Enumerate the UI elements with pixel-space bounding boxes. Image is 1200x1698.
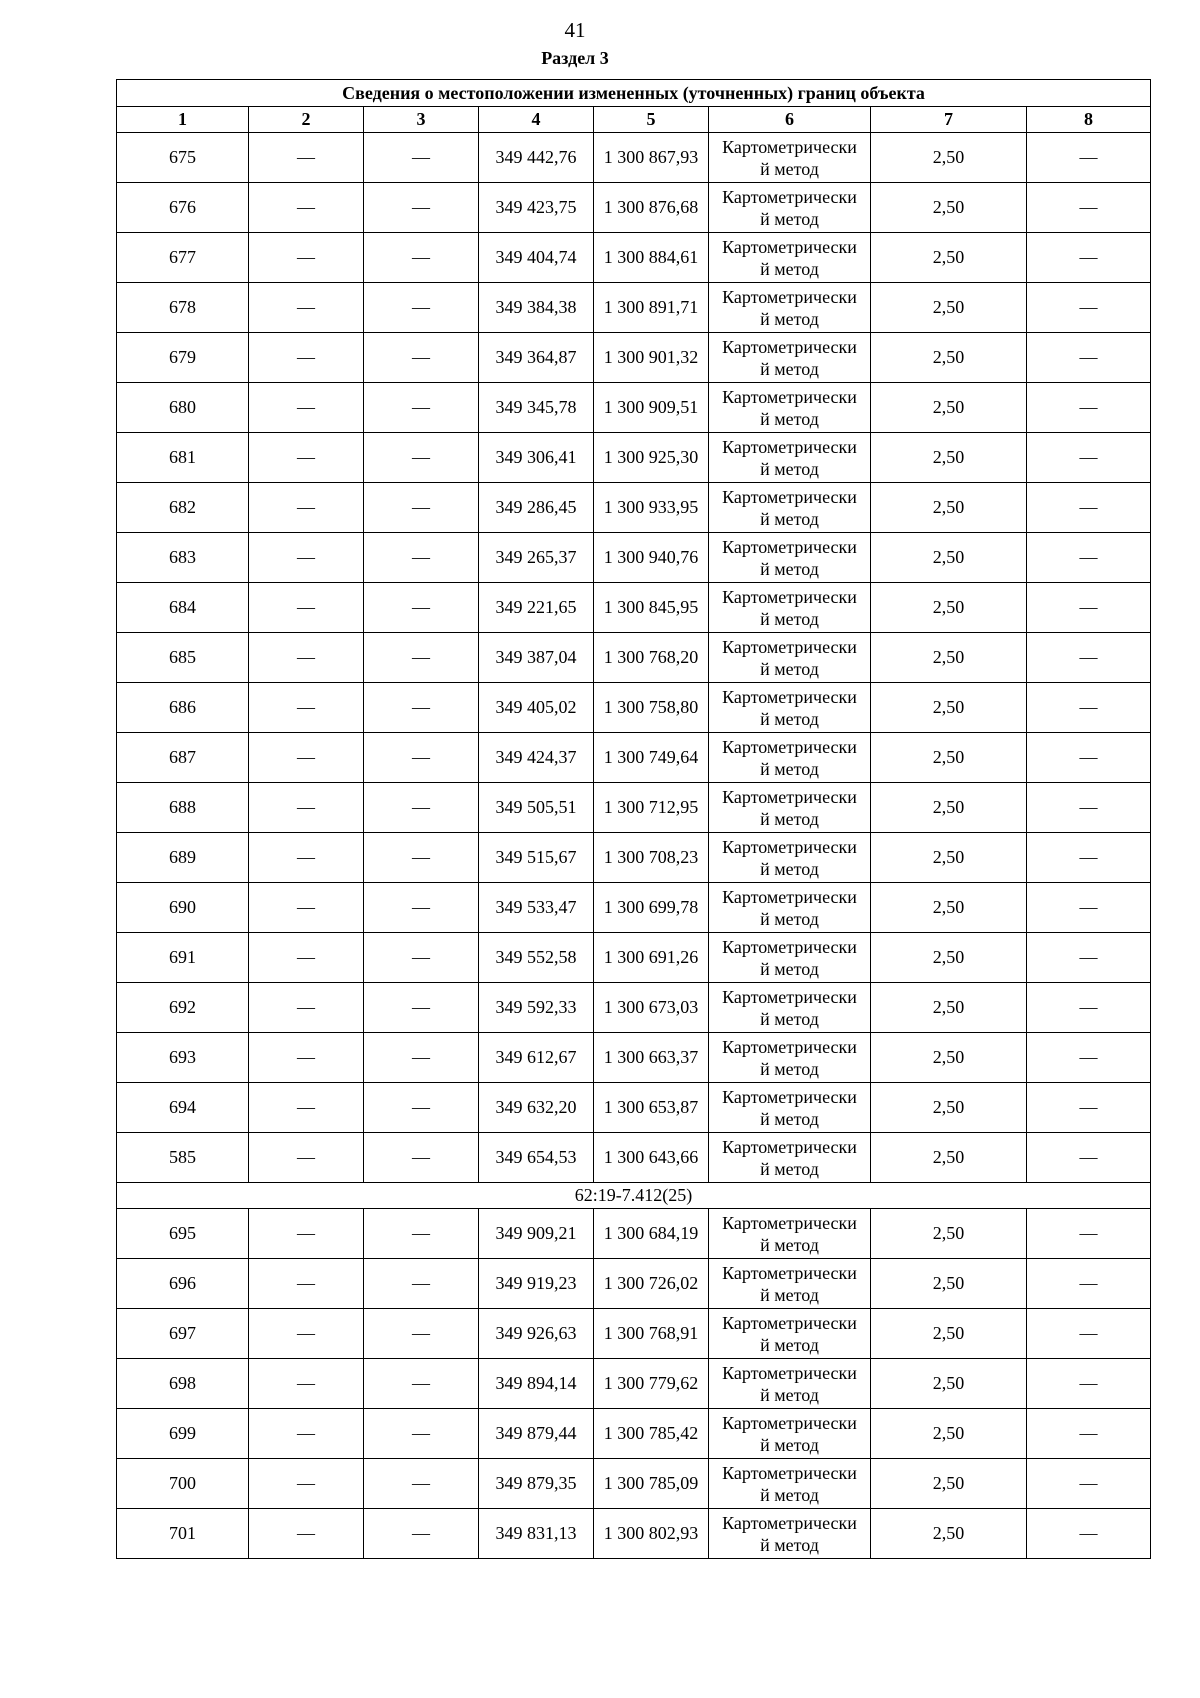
y-coordinate: 1 300 785,09 <box>594 1459 709 1509</box>
point-number: 688 <box>117 783 249 833</box>
method: Картометрически й метод <box>709 1359 871 1409</box>
point-number: 701 <box>117 1509 249 1559</box>
point-number: 685 <box>117 633 249 683</box>
y-coordinate: 1 300 867,93 <box>594 133 709 183</box>
cell-col2: — <box>249 283 364 333</box>
method: Картометрически й метод <box>709 1259 871 1309</box>
y-coordinate: 1 300 779,62 <box>594 1359 709 1409</box>
cell-col2: — <box>249 783 364 833</box>
cell-col2: — <box>249 733 364 783</box>
method: Картометрически й метод <box>709 983 871 1033</box>
cell-col3: — <box>364 983 479 1033</box>
method: Картометрически й метод <box>709 133 871 183</box>
cell-col3: — <box>364 933 479 983</box>
method: Картометрически й метод <box>709 783 871 833</box>
table-row <box>117 983 1151 1033</box>
cell-col8: — <box>1027 1083 1151 1133</box>
accuracy: 2,50 <box>871 483 1027 533</box>
cell-col8: — <box>1027 383 1151 433</box>
accuracy: 2,50 <box>871 983 1027 1033</box>
accuracy: 2,50 <box>871 783 1027 833</box>
cell-col2: — <box>249 383 364 433</box>
cell-col8: — <box>1027 683 1151 733</box>
x-coordinate: 349 612,67 <box>479 1033 594 1083</box>
table-row <box>117 333 1151 383</box>
x-coordinate: 349 345,78 <box>479 383 594 433</box>
table-row <box>117 1459 1151 1509</box>
method: Картометрически й метод <box>709 683 871 733</box>
accuracy: 2,50 <box>871 333 1027 383</box>
method: Картометрически й метод <box>709 833 871 883</box>
method: Картометрически й метод <box>709 1133 871 1183</box>
x-coordinate: 349 926,63 <box>479 1309 594 1359</box>
accuracy: 2,50 <box>871 583 1027 633</box>
table-row <box>117 383 1151 433</box>
y-coordinate: 1 300 802,93 <box>594 1509 709 1559</box>
cell-col3: — <box>364 433 479 483</box>
table-row <box>117 1509 1151 1559</box>
point-number: 675 <box>117 133 249 183</box>
cell-col8: — <box>1027 333 1151 383</box>
point-number: 680 <box>117 383 249 433</box>
cell-col3: — <box>364 1409 479 1459</box>
table-row <box>117 1359 1151 1409</box>
cell-col2: — <box>249 1409 364 1459</box>
table-row <box>117 133 1151 183</box>
method: Картометрически й метод <box>709 733 871 783</box>
method: Картометрически й метод <box>709 933 871 983</box>
x-coordinate: 349 505,51 <box>479 783 594 833</box>
y-coordinate: 1 300 845,95 <box>594 583 709 633</box>
cell-col3: — <box>364 1359 479 1409</box>
table-row <box>117 1209 1151 1259</box>
table-row <box>117 283 1151 333</box>
x-coordinate: 349 909,21 <box>479 1209 594 1259</box>
method: Картометрически й метод <box>709 1409 871 1459</box>
point-number: 693 <box>117 1033 249 1083</box>
table-row <box>117 1309 1151 1359</box>
y-coordinate: 1 300 758,80 <box>594 683 709 733</box>
cell-col3: — <box>364 1133 479 1183</box>
cell-col8: — <box>1027 883 1151 933</box>
cell-col3: — <box>364 483 479 533</box>
point-number: 695 <box>117 1209 249 1259</box>
method: Картометрически й метод <box>709 1309 871 1359</box>
x-coordinate: 349 894,14 <box>479 1359 594 1409</box>
point-number: 679 <box>117 333 249 383</box>
column-number-header: 1 <box>117 107 249 133</box>
cell-col2: — <box>249 483 364 533</box>
method: Картометрически й метод <box>709 1459 871 1509</box>
x-coordinate: 349 286,45 <box>479 483 594 533</box>
cell-col8: — <box>1027 233 1151 283</box>
x-coordinate: 349 221,65 <box>479 583 594 633</box>
cell-col3: — <box>364 683 479 733</box>
x-coordinate: 349 306,41 <box>479 433 594 483</box>
point-number: 689 <box>117 833 249 883</box>
x-coordinate: 349 442,76 <box>479 133 594 183</box>
y-coordinate: 1 300 673,03 <box>594 983 709 1033</box>
y-coordinate: 1 300 768,91 <box>594 1309 709 1359</box>
table-row <box>117 433 1151 483</box>
cell-col8: — <box>1027 1359 1151 1409</box>
x-coordinate: 349 364,87 <box>479 333 594 383</box>
cell-col2: — <box>249 633 364 683</box>
cell-col3: — <box>364 783 479 833</box>
table-row <box>117 1033 1151 1083</box>
y-coordinate: 1 300 901,32 <box>594 333 709 383</box>
method: Картометрически й метод <box>709 633 871 683</box>
y-coordinate: 1 300 876,68 <box>594 183 709 233</box>
table-row <box>117 833 1151 883</box>
cell-col2: — <box>249 833 364 883</box>
method: Картометрически й метод <box>709 283 871 333</box>
table-row <box>117 733 1151 783</box>
cell-col2: — <box>249 1209 364 1259</box>
method: Картометрически й метод <box>709 1083 871 1133</box>
method: Картометрически й метод <box>709 1209 871 1259</box>
column-number-header: 6 <box>709 107 871 133</box>
point-number: 683 <box>117 533 249 583</box>
accuracy: 2,50 <box>871 233 1027 283</box>
y-coordinate: 1 300 925,30 <box>594 433 709 483</box>
cell-col2: — <box>249 683 364 733</box>
y-coordinate: 1 300 691,26 <box>594 933 709 983</box>
method: Картометрически й метод <box>709 483 871 533</box>
cell-col3: — <box>364 1259 479 1309</box>
accuracy: 2,50 <box>871 1309 1027 1359</box>
x-coordinate: 349 831,13 <box>479 1509 594 1559</box>
cell-col3: — <box>364 283 479 333</box>
cell-col8: — <box>1027 1209 1151 1259</box>
cell-col8: — <box>1027 1133 1151 1183</box>
accuracy: 2,50 <box>871 1359 1027 1409</box>
x-coordinate: 349 654,53 <box>479 1133 594 1183</box>
table-row <box>117 883 1151 933</box>
cell-col3: — <box>364 133 479 183</box>
cell-col2: — <box>249 133 364 183</box>
table-title: Сведения о местоположении измененных (уточненных) границ объекта <box>117 80 1151 107</box>
cell-col2: — <box>249 1083 364 1133</box>
cell-col3: — <box>364 883 479 933</box>
cell-col8: — <box>1027 1259 1151 1309</box>
table-row <box>117 533 1151 583</box>
cell-col8: — <box>1027 583 1151 633</box>
cell-col8: — <box>1027 633 1151 683</box>
method: Картометрически й метод <box>709 583 871 633</box>
cell-col2: — <box>249 183 364 233</box>
x-coordinate: 349 879,35 <box>479 1459 594 1509</box>
accuracy: 2,50 <box>871 433 1027 483</box>
point-number: 698 <box>117 1359 249 1409</box>
cell-col8: — <box>1027 933 1151 983</box>
point-number: 684 <box>117 583 249 633</box>
cell-col8: — <box>1027 733 1151 783</box>
x-coordinate: 349 919,23 <box>479 1259 594 1309</box>
y-coordinate: 1 300 768,20 <box>594 633 709 683</box>
point-number: 677 <box>117 233 249 283</box>
y-coordinate: 1 300 726,02 <box>594 1259 709 1309</box>
cell-col8: — <box>1027 1033 1151 1083</box>
cell-col2: — <box>249 1033 364 1083</box>
x-coordinate: 349 387,04 <box>479 633 594 683</box>
cell-col3: — <box>364 533 479 583</box>
cell-col2: — <box>249 1133 364 1183</box>
y-coordinate: 1 300 708,23 <box>594 833 709 883</box>
table-body <box>117 133 1151 1559</box>
x-coordinate: 349 879,44 <box>479 1409 594 1459</box>
y-coordinate: 1 300 699,78 <box>594 883 709 933</box>
y-coordinate: 1 300 884,61 <box>594 233 709 283</box>
x-coordinate: 349 404,74 <box>479 233 594 283</box>
cell-col2: — <box>249 233 364 283</box>
point-number: 690 <box>117 883 249 933</box>
cell-col8: — <box>1027 833 1151 883</box>
section-title: Раздел 3 <box>541 48 609 68</box>
accuracy: 2,50 <box>871 183 1027 233</box>
accuracy: 2,50 <box>871 933 1027 983</box>
accuracy: 2,50 <box>871 1033 1027 1083</box>
cell-col3: — <box>364 333 479 383</box>
column-number-header: 8 <box>1027 107 1151 133</box>
point-number: 676 <box>117 183 249 233</box>
point-number: 687 <box>117 733 249 783</box>
accuracy: 2,50 <box>871 1409 1027 1459</box>
cell-col2: — <box>249 533 364 583</box>
table-row <box>117 933 1151 983</box>
accuracy: 2,50 <box>871 883 1027 933</box>
y-coordinate: 1 300 643,66 <box>594 1133 709 1183</box>
cell-col2: — <box>249 583 364 633</box>
point-number: 691 <box>117 933 249 983</box>
x-coordinate: 349 424,37 <box>479 733 594 783</box>
cell-col3: — <box>364 1459 479 1509</box>
column-number-header: 4 <box>479 107 594 133</box>
cell-col2: — <box>249 333 364 383</box>
cell-col8: — <box>1027 1459 1151 1509</box>
table-row <box>117 1083 1151 1133</box>
y-coordinate: 1 300 653,87 <box>594 1083 709 1133</box>
method: Картометрически й метод <box>709 333 871 383</box>
method: Картометрически й метод <box>709 233 871 283</box>
table-row <box>117 483 1151 533</box>
cell-col2: — <box>249 1309 364 1359</box>
point-number: 686 <box>117 683 249 733</box>
y-coordinate: 1 300 909,51 <box>594 383 709 433</box>
table-row <box>117 1259 1151 1309</box>
cell-col3: — <box>364 383 479 433</box>
method: Картометрически й метод <box>709 533 871 583</box>
cell-col8: — <box>1027 533 1151 583</box>
accuracy: 2,50 <box>871 1209 1027 1259</box>
cell-col8: — <box>1027 433 1151 483</box>
y-coordinate: 1 300 749,64 <box>594 733 709 783</box>
cell-col3: — <box>364 1083 479 1133</box>
table-row <box>117 183 1151 233</box>
cell-col8: — <box>1027 183 1151 233</box>
x-coordinate: 349 265,37 <box>479 533 594 583</box>
cell-col8: — <box>1027 133 1151 183</box>
table-row <box>117 633 1151 683</box>
point-number: 678 <box>117 283 249 333</box>
cell-col2: — <box>249 933 364 983</box>
point-number: 699 <box>117 1409 249 1459</box>
y-coordinate: 1 300 940,76 <box>594 533 709 583</box>
accuracy: 2,50 <box>871 1509 1027 1559</box>
cell-col3: — <box>364 1033 479 1083</box>
cell-col8: — <box>1027 783 1151 833</box>
cell-col8: — <box>1027 283 1151 333</box>
accuracy: 2,50 <box>871 683 1027 733</box>
method: Картометрически й метод <box>709 1033 871 1083</box>
cell-col3: — <box>364 833 479 883</box>
accuracy: 2,50 <box>871 833 1027 883</box>
method: Картометрически й метод <box>709 383 871 433</box>
method: Картометрически й метод <box>709 883 871 933</box>
y-coordinate: 1 300 663,37 <box>594 1033 709 1083</box>
method: Картометрически й метод <box>709 1509 871 1559</box>
cell-col8: — <box>1027 483 1151 533</box>
cell-col3: — <box>364 1209 479 1259</box>
y-coordinate: 1 300 712,95 <box>594 783 709 833</box>
accuracy: 2,50 <box>871 1459 1027 1509</box>
x-coordinate: 349 592,33 <box>479 983 594 1033</box>
cell-col8: — <box>1027 1509 1151 1559</box>
y-coordinate: 1 300 785,42 <box>594 1409 709 1459</box>
accuracy: 2,50 <box>871 1133 1027 1183</box>
cell-col8: — <box>1027 1409 1151 1459</box>
accuracy: 2,50 <box>871 533 1027 583</box>
cell-col3: — <box>364 733 479 783</box>
accuracy: 2,50 <box>871 733 1027 783</box>
cell-col2: — <box>249 1509 364 1559</box>
y-coordinate: 1 300 684,19 <box>594 1209 709 1259</box>
cell-col2: — <box>249 1459 364 1509</box>
accuracy: 2,50 <box>871 1259 1027 1309</box>
coordinates-table <box>116 79 1151 1559</box>
cell-col2: — <box>249 983 364 1033</box>
table-row <box>117 1409 1151 1459</box>
column-number-header: 5 <box>594 107 709 133</box>
accuracy: 2,50 <box>871 383 1027 433</box>
x-coordinate: 349 423,75 <box>479 183 594 233</box>
method: Картометрически й метод <box>709 183 871 233</box>
cell-col2: — <box>249 433 364 483</box>
point-number: 700 <box>117 1459 249 1509</box>
x-coordinate: 349 405,02 <box>479 683 594 733</box>
y-coordinate: 1 300 891,71 <box>594 283 709 333</box>
cell-col8: — <box>1027 1309 1151 1359</box>
x-coordinate: 349 533,47 <box>479 883 594 933</box>
point-number: 697 <box>117 1309 249 1359</box>
cell-col2: — <box>249 883 364 933</box>
cell-col3: — <box>364 183 479 233</box>
point-number: 692 <box>117 983 249 1033</box>
accuracy: 2,50 <box>871 283 1027 333</box>
table-row <box>117 1133 1151 1183</box>
cell-col3: — <box>364 583 479 633</box>
table-row <box>117 783 1151 833</box>
group-label: 62:19-7.412(25) <box>117 1183 1151 1209</box>
cell-col3: — <box>364 633 479 683</box>
group-row <box>117 1183 1151 1209</box>
cell-col3: — <box>364 233 479 283</box>
point-number: 694 <box>117 1083 249 1133</box>
x-coordinate: 349 632,20 <box>479 1083 594 1133</box>
x-coordinate: 349 384,38 <box>479 283 594 333</box>
column-number-row <box>117 107 1151 133</box>
accuracy: 2,50 <box>871 133 1027 183</box>
column-number-header: 3 <box>364 107 479 133</box>
point-number: 682 <box>117 483 249 533</box>
accuracy: 2,50 <box>871 1083 1027 1133</box>
table-row <box>117 583 1151 633</box>
cell-col2: — <box>249 1259 364 1309</box>
x-coordinate: 349 552,58 <box>479 933 594 983</box>
y-coordinate: 1 300 933,95 <box>594 483 709 533</box>
cell-col8: — <box>1027 983 1151 1033</box>
column-number-header: 2 <box>249 107 364 133</box>
table-row <box>117 233 1151 283</box>
accuracy: 2,50 <box>871 633 1027 683</box>
cell-col3: — <box>364 1509 479 1559</box>
point-number: 585 <box>117 1133 249 1183</box>
page-number: 41 <box>564 18 586 42</box>
table-title-row <box>117 80 1151 107</box>
point-number: 681 <box>117 433 249 483</box>
x-coordinate: 349 515,67 <box>479 833 594 883</box>
table-row <box>117 683 1151 733</box>
column-number-header: 7 <box>871 107 1027 133</box>
cell-col2: — <box>249 1359 364 1409</box>
cell-col3: — <box>364 1309 479 1359</box>
point-number: 696 <box>117 1259 249 1309</box>
method: Картометрически й метод <box>709 433 871 483</box>
